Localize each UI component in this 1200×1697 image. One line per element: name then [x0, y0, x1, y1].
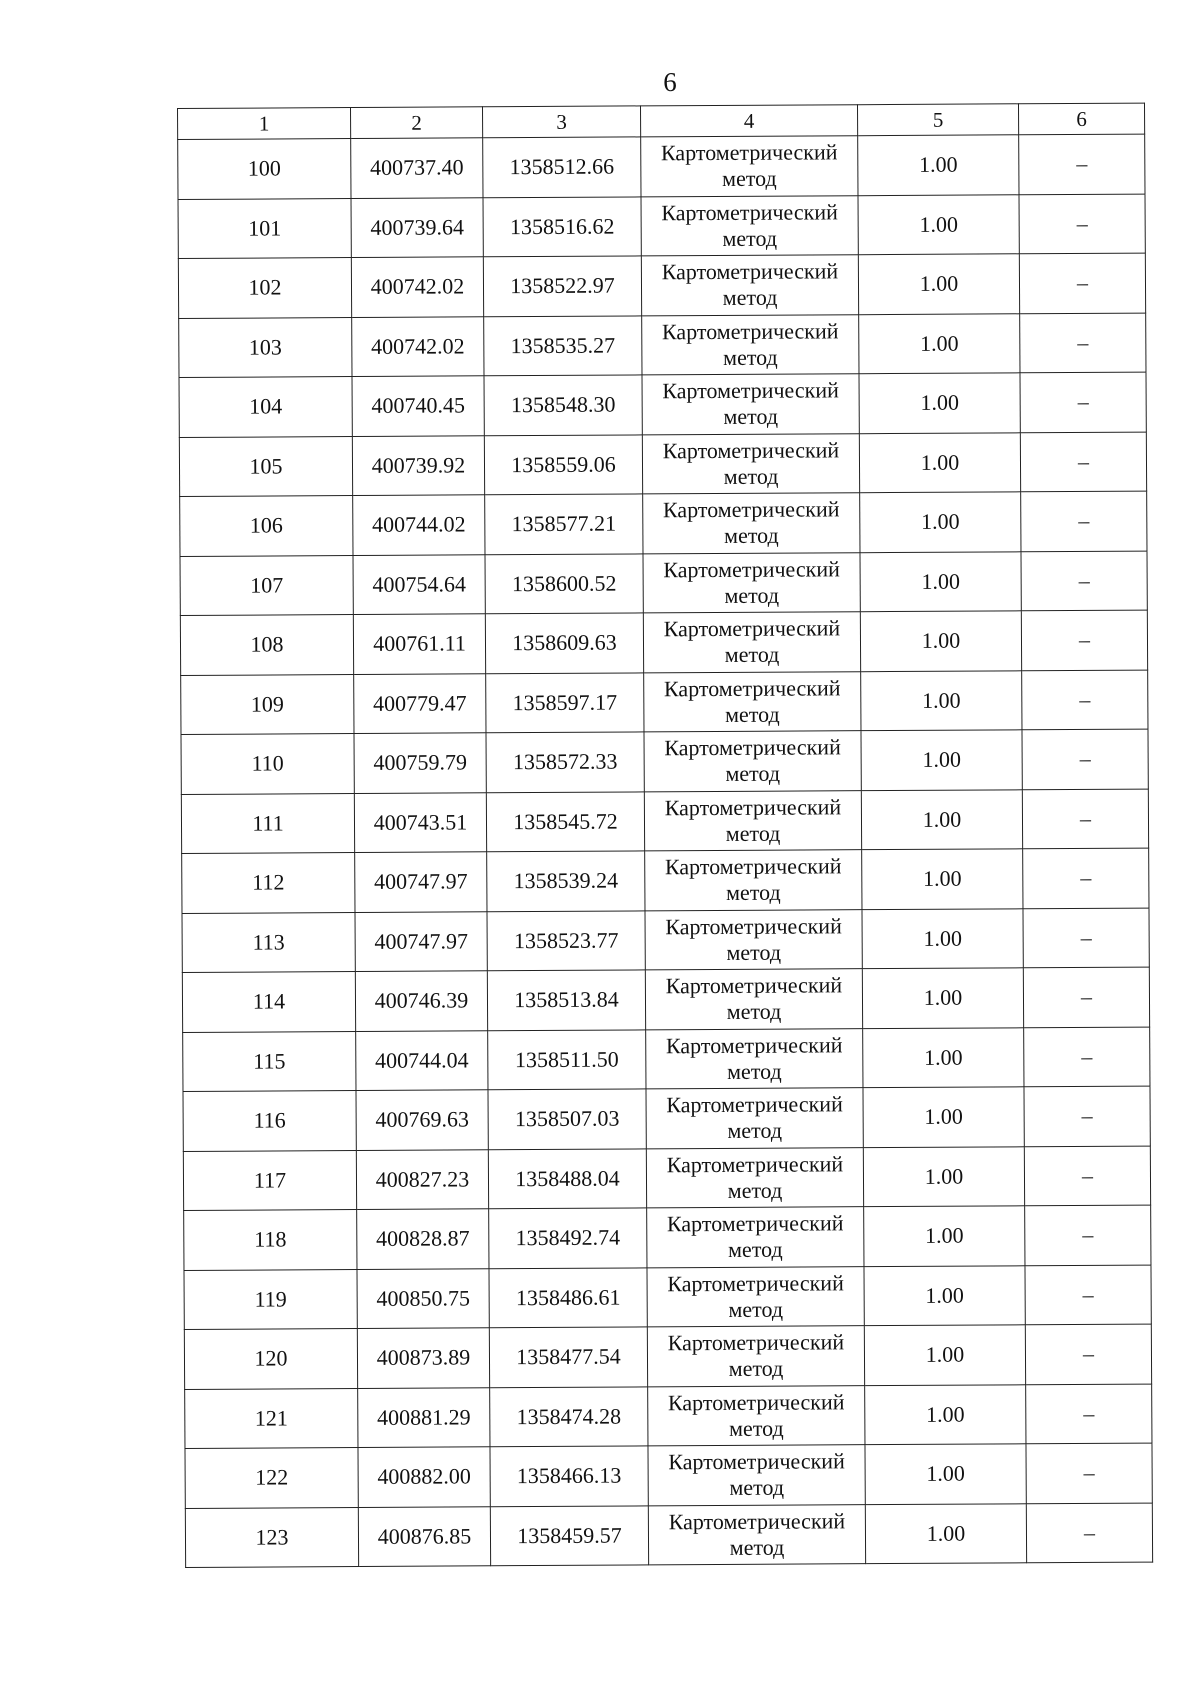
table-row: [178, 194, 1145, 259]
method-label-line2: метод: [726, 998, 782, 1025]
y-coordinate-cell: 1358577.21: [485, 494, 643, 554]
note-cell: –: [1023, 908, 1149, 968]
y-coordinate-cell: 1358492.74: [489, 1208, 647, 1268]
table-row: [184, 1205, 1151, 1270]
method-cell: [647, 1266, 864, 1327]
table-row: [185, 1443, 1152, 1508]
point-number-cell: 120: [184, 1329, 357, 1389]
method-label-line2: метод: [725, 701, 780, 727]
accuracy-cell: 1.00: [861, 730, 1022, 790]
table-row: [183, 1027, 1150, 1092]
method-cell: [644, 731, 861, 792]
x-coordinate-cell: 400744.04: [356, 1030, 488, 1090]
note-cell: –: [1019, 194, 1145, 254]
y-coordinate-cell: 1358477.54: [489, 1327, 647, 1387]
table-row: [185, 1384, 1152, 1449]
note-cell: –: [1023, 848, 1149, 908]
method-cell: [641, 195, 858, 256]
coordinates-table: [177, 103, 1153, 1568]
method-label-line2: метод: [728, 1355, 784, 1382]
method-cell: [641, 136, 858, 197]
x-coordinate-cell: 400746.39: [355, 971, 487, 1031]
method-cell: [645, 850, 862, 911]
method-label-line2: метод: [729, 1474, 785, 1501]
y-coordinate-cell: 1358507.03: [488, 1089, 646, 1149]
method-label-line1: Картометрический: [663, 556, 840, 583]
y-coordinate-cell: 1358600.52: [485, 553, 643, 613]
point-number-cell: 105: [179, 436, 352, 496]
table-row: [181, 789, 1148, 854]
y-coordinate-cell: 1358597.17: [486, 672, 644, 732]
header-cell-y: 3: [482, 106, 640, 138]
x-coordinate-cell: 400739.92: [352, 435, 484, 495]
accuracy-cell: 1.00: [859, 313, 1020, 373]
table-row: [180, 491, 1147, 556]
table-row: [183, 1146, 1150, 1211]
method-cell: [646, 1028, 863, 1089]
method-label-line1: Картометрический: [663, 675, 841, 702]
point-number-cell: 107: [180, 555, 353, 615]
method-label-line1: Картометрический: [664, 853, 842, 880]
method-label-line2: метод: [723, 344, 778, 370]
accuracy-cell: 1.00: [861, 789, 1022, 849]
accuracy-cell: 1.00: [858, 194, 1019, 254]
table-row: [184, 1265, 1151, 1330]
method-label-line1: Картометрический: [662, 437, 840, 464]
table-row: [182, 848, 1149, 913]
method-label-line1: Картометрический: [664, 734, 841, 761]
note-cell: –: [1022, 670, 1148, 730]
x-coordinate-cell: 400779.47: [354, 673, 486, 733]
y-coordinate-cell: 1358572.33: [486, 732, 644, 792]
y-coordinate-cell: 1358486.61: [489, 1267, 647, 1327]
method-cell: [647, 1326, 864, 1387]
header-cell-method: 4: [640, 105, 857, 137]
x-coordinate-cell: 400744.02: [353, 495, 485, 555]
table-row: [185, 1503, 1152, 1568]
point-number-cell: 101: [178, 198, 351, 258]
table-row: [181, 670, 1148, 735]
method-label-line1: Картометрический: [667, 1329, 845, 1356]
point-number-cell: 116: [183, 1091, 356, 1151]
method-cell: [646, 1147, 863, 1208]
x-coordinate-cell: 400882.00: [358, 1447, 490, 1507]
y-coordinate-cell: 1358513.84: [487, 970, 645, 1030]
accuracy-cell: 1.00: [863, 1146, 1024, 1206]
x-coordinate-cell: 400742.02: [352, 316, 484, 376]
note-cell: –: [1020, 313, 1146, 373]
method-cell: [644, 790, 861, 851]
y-coordinate-cell: 1358535.27: [484, 315, 642, 375]
method-label-line1: Картометрический: [665, 1032, 843, 1059]
x-coordinate-cell: 400739.64: [351, 197, 483, 257]
table-row: [182, 967, 1149, 1032]
method-cell: [648, 1504, 865, 1565]
note-cell: –: [1025, 1324, 1151, 1384]
table-row: [183, 1086, 1150, 1151]
method-label-line1: Картометрический: [662, 377, 839, 404]
method-cell: [646, 1088, 863, 1149]
x-coordinate-cell: 400737.40: [351, 138, 483, 198]
point-number-cell: 104: [179, 377, 352, 437]
table-row: [178, 253, 1145, 318]
x-coordinate-cell: 400742.02: [351, 257, 483, 317]
method-label-line2: метод: [729, 1415, 784, 1441]
table-row: [181, 729, 1148, 794]
header-cell-accuracy: 5: [857, 104, 1018, 136]
x-coordinate-cell: 400850.75: [357, 1268, 489, 1328]
x-coordinate-cell: 400747.97: [355, 852, 487, 912]
accuracy-cell: 1.00: [860, 611, 1021, 671]
method-cell: [645, 909, 862, 970]
header-cell-note: 6: [1018, 103, 1144, 135]
accuracy-cell: 1.00: [865, 1384, 1026, 1444]
method-label-line2: метод: [725, 760, 781, 787]
point-number-cell: 112: [182, 853, 355, 913]
point-number-cell: 123: [185, 1507, 358, 1567]
accuracy-cell: 1.00: [862, 849, 1023, 909]
y-coordinate-cell: 1358539.24: [487, 851, 645, 911]
table-row: [184, 1324, 1151, 1389]
accuracy-cell: 1.00: [859, 373, 1020, 433]
accuracy-cell: 1.00: [859, 432, 1020, 492]
header-cell-point-number: 1: [178, 108, 351, 140]
note-cell: –: [1024, 1146, 1150, 1206]
method-label-line1: Картометрический: [667, 1389, 845, 1416]
point-number-cell: 115: [183, 1031, 356, 1091]
method-cell: [647, 1207, 864, 1268]
x-coordinate-cell: 400881.29: [358, 1387, 490, 1447]
note-cell: –: [1021, 551, 1147, 611]
header-cell-x: 2: [351, 107, 483, 139]
method-label-line2: метод: [726, 939, 782, 965]
table-row: [180, 551, 1147, 616]
method-label-line1: Картометрический: [666, 1151, 844, 1178]
accuracy-cell: 1.00: [863, 1027, 1024, 1087]
accuracy-cell: 1.00: [862, 908, 1023, 968]
y-coordinate-cell: 1358466.13: [490, 1446, 648, 1506]
y-coordinate-cell: 1358523.77: [487, 910, 645, 970]
method-label-line2: метод: [722, 225, 778, 251]
x-coordinate-cell: 400828.87: [357, 1209, 489, 1269]
x-coordinate-cell: 400740.45: [352, 376, 484, 436]
method-label-line2: метод: [723, 403, 779, 430]
point-number-cell: 108: [180, 615, 353, 675]
method-cell: [642, 374, 859, 435]
coordinates-table-container: [177, 103, 1152, 1568]
method-label-line1: Картометрический: [661, 258, 839, 285]
y-coordinate-cell: 1358474.28: [490, 1386, 648, 1446]
accuracy-cell: 1.00: [865, 1503, 1026, 1563]
note-cell: –: [1025, 1205, 1151, 1265]
method-label-line2: метод: [727, 1117, 783, 1144]
point-number-cell: 118: [184, 1210, 357, 1270]
y-coordinate-cell: 1358512.66: [483, 137, 641, 197]
point-number-cell: 121: [185, 1388, 358, 1448]
note-cell: –: [1026, 1503, 1152, 1563]
method-label-line2: метод: [728, 1296, 784, 1322]
method-label-line2: метод: [729, 1534, 785, 1560]
table-body: [178, 103, 1153, 1567]
method-label-line1: Картометрический: [668, 1508, 846, 1535]
note-cell: –: [1019, 134, 1145, 194]
point-number-cell: 114: [182, 972, 355, 1032]
point-number-cell: 106: [180, 496, 353, 556]
x-coordinate-cell: 400747.97: [355, 911, 487, 971]
x-coordinate-cell: 400827.23: [356, 1149, 488, 1209]
page-number: 6: [663, 67, 677, 97]
point-number-cell: 122: [185, 1448, 358, 1508]
x-coordinate-cell: 400761.11: [353, 614, 485, 674]
accuracy-cell: 1.00: [864, 1206, 1025, 1266]
method-label-line1: Картометрический: [663, 615, 841, 642]
y-coordinate-cell: 1358511.50: [488, 1029, 646, 1089]
point-number-cell: 103: [179, 317, 352, 377]
method-label-line1: Картометрический: [666, 1210, 844, 1237]
note-cell: –: [1025, 1265, 1151, 1325]
note-cell: –: [1026, 1384, 1152, 1444]
x-coordinate-cell: 400873.89: [357, 1328, 489, 1388]
point-number-cell: 100: [178, 139, 351, 199]
point-number-cell: 111: [181, 793, 354, 853]
method-label-line1: Картометрический: [665, 913, 842, 940]
table-row: [179, 313, 1146, 378]
method-label-line1: Картометрический: [662, 496, 840, 523]
method-label-line2: метод: [727, 1058, 782, 1084]
point-number-cell: 102: [178, 258, 351, 318]
method-cell: [643, 552, 860, 613]
method-label-line1: Картометрический: [665, 972, 843, 999]
note-cell: –: [1020, 432, 1146, 492]
method-cell: [644, 671, 861, 732]
method-label-line2: метод: [722, 165, 777, 192]
method-label-line1: Картометрический: [666, 1091, 843, 1118]
note-cell: –: [1019, 253, 1145, 313]
method-label-line2: метод: [728, 1236, 783, 1263]
x-coordinate-cell: 400769.63: [356, 1090, 488, 1150]
method-label-line2: метод: [724, 582, 780, 608]
method-cell: [648, 1385, 865, 1446]
point-number-cell: 109: [181, 674, 354, 734]
note-cell: –: [1022, 789, 1148, 849]
method-label-line1: Картометрический: [661, 318, 839, 345]
method-cell: [642, 314, 859, 375]
note-cell: –: [1020, 372, 1146, 432]
table-row: [180, 610, 1147, 675]
method-label-line1: Картометрический: [661, 199, 838, 226]
accuracy-cell: 1.00: [863, 1087, 1024, 1147]
method-label-line2: метод: [723, 463, 779, 489]
accuracy-cell: 1.00: [860, 551, 1021, 611]
accuracy-cell: 1.00: [860, 492, 1021, 552]
method-label-line2: метод: [725, 820, 781, 846]
note-cell: –: [1022, 729, 1148, 789]
y-coordinate-cell: 1358459.57: [490, 1505, 648, 1565]
method-label-line1: Картометрический: [660, 139, 838, 166]
method-label-line1: Картометрический: [664, 794, 842, 821]
accuracy-cell: 1.00: [864, 1265, 1025, 1325]
method-label-line1: Картометрический: [667, 1270, 844, 1297]
accuracy-cell: 1.00: [861, 670, 1022, 730]
note-cell: –: [1021, 491, 1147, 551]
accuracy-cell: 1.00: [858, 254, 1019, 314]
table-row: [179, 432, 1146, 497]
method-cell: [641, 255, 858, 316]
method-label-line2: метод: [724, 522, 779, 549]
y-coordinate-cell: 1358488.04: [488, 1148, 646, 1208]
note-cell: –: [1026, 1443, 1152, 1503]
table-row: [178, 134, 1145, 199]
y-coordinate-cell: 1358609.63: [485, 613, 643, 673]
method-label-line2: метод: [727, 1177, 783, 1203]
method-cell: [643, 612, 860, 673]
point-number-cell: 113: [182, 912, 355, 972]
point-number-cell: 110: [181, 734, 354, 794]
x-coordinate-cell: 400743.51: [354, 792, 486, 852]
x-coordinate-cell: 400754.64: [353, 554, 485, 614]
method-label-line2: метод: [724, 641, 780, 668]
point-number-cell: 119: [184, 1269, 357, 1329]
note-cell: –: [1021, 610, 1147, 670]
accuracy-cell: 1.00: [865, 1444, 1026, 1504]
accuracy-cell: 1.00: [864, 1325, 1025, 1385]
y-coordinate-cell: 1358545.72: [486, 791, 644, 851]
y-coordinate-cell: 1358559.06: [484, 434, 642, 494]
table-row: [182, 908, 1149, 973]
method-cell: [643, 493, 860, 554]
x-coordinate-cell: 400876.85: [358, 1506, 490, 1566]
note-cell: –: [1024, 1086, 1150, 1146]
y-coordinate-cell: 1358548.30: [484, 375, 642, 435]
accuracy-cell: 1.00: [862, 968, 1023, 1028]
table-row: [179, 372, 1146, 437]
y-coordinate-cell: 1358516.62: [483, 196, 641, 256]
method-cell: [645, 969, 862, 1030]
method-label-line2: метод: [722, 284, 778, 311]
point-number-cell: 117: [183, 1150, 356, 1210]
note-cell: –: [1024, 1027, 1150, 1087]
method-cell: [642, 433, 859, 494]
x-coordinate-cell: 400759.79: [354, 733, 486, 793]
method-cell: [648, 1445, 865, 1506]
accuracy-cell: 1.00: [858, 135, 1019, 195]
y-coordinate-cell: 1358522.97: [483, 256, 641, 316]
note-cell: –: [1023, 967, 1149, 1027]
method-label-line1: Картометрический: [668, 1448, 845, 1475]
method-label-line2: метод: [726, 879, 781, 906]
